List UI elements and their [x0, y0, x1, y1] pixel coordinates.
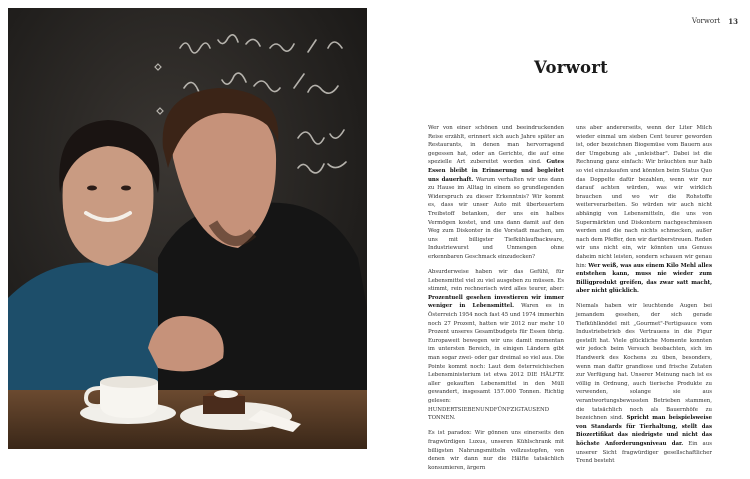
body-paragraph [428, 429, 564, 472]
body-text: Warum verhalten wir uns dann zu Hause im Alltag in einem so grundlegenden Widerspruch zu dieser Erkenntnis? Wir kommt es, dass wir unser Auto mit überteuertem Treibstoff betanken, der uns ein halbes Vermögen kostet, und uns dann damit auf den Weg zum Diskonter in die Vorstadt machen, um uns mit billigster Tiefkühlaufbackware, Industriewurst und Unmengen ohne erkennbaren Geschmack einzudecken? [428, 176, 564, 260]
emphasis-text: Prozentuell gesehen investieren wir immer weniger in Lebensmittel. [428, 294, 564, 310]
page-title: Vorwort [534, 58, 608, 77]
body-paragraph [428, 124, 564, 262]
photo-illustration [8, 8, 367, 449]
text-column-left [428, 124, 564, 479]
page-number: 13 [728, 17, 738, 26]
header-section: Vorwort [691, 17, 721, 25]
body-paragraph [428, 268, 564, 423]
body-text: uns aber andererseits, wenn der Liter Milch wieder einmal um sieben Cent teurer geworden ist, oder bezeichnen Biogemüse vom Bauern aus der Umgebung als „unleistbar". Dabei ist die Rechnung ganz einfach: Wir bräuchten nur halb so viel einzukaufen und könnten beim Status Quo das Doppelte dafür bezahlen, wenn wir nur darauf achten würden, was wir wirklich brauchen und wo wir die Rohstoffe weiterverarbeiten. So würden wir auch nicht abhängig von Lebensmitteln, die uns von Supermärkten und Diskontern nachgeschmissen werden und die nach nichts schmecken, außer nach dem Pfeffer, den wir darüberstreuen. Reden wir uns nicht ein, wir könnten uns Genuss daheim nicht leisten, sondern schauen wir genau hin: [576, 125, 712, 269]
body-text: Niemals haben wir leuchtende Augen bei jemandem gesehen, der sich gerade Tiefkühlknödel mit „Gourmet"-Fertigsauce vom Industriebetrieb des Vertrauens in die Figur gestellt hat. Viele glückliche Momente konnten wir jedoch beim Versuch beobachten, sich im Handwerk des Kochens zu üben, besonders, wenn man dafür grandiose und frische Zutaten zur Verfügung hat. Unserer Meinung nach ist es völlig in Ordnung, auch tierische Produkte zu verwenden, solange sie aus verantwortungsbewussten Betrieben stammen, die tatsächlich noch als Bauernhöfe zu bezeichnen sind. [576, 303, 712, 422]
body-paragraph [576, 302, 712, 465]
cafe-photo [8, 8, 367, 449]
body-text: Ein aus unserer Sicht fragwürdiger gesellschaftlicher Trend besteht [576, 440, 712, 465]
body-paragraph [576, 124, 712, 296]
text-column-right [576, 124, 712, 472]
emphasis-text: Spricht man beispielsweise von Standards für Tierhaltung, stellt das Biozertifikat das niedrigste und nicht das höchste Anforderungsniveau dar. [576, 415, 712, 447]
body-text: Absurderweise haben wir das Gefühl, für Lebensmittel viel zu viel ausgeben zu müssen. Es stimmt, rein rechnerisch wird alles teurer, aber: [428, 269, 564, 293]
emphasis-text: Gutes Essen bleibt in Erinnerung und begleitet uns dauerhaft. [428, 159, 564, 183]
body-text: Waren es in Österreich 1954 noch fast 45 und 1974 immerhin noch 27 Prozent, hatten wir 2012 nur mehr 10 Prozent unseres Gesamtbudgets für Essen übrig. Europaweit bewegen wir uns damit momentan im untersten Bereich, in einigen Ländern gibt man sogar zwei- oder gar dreimal so viel aus. Die Pointe kommt noch: Laut dem österreichischen Lebensministerium ist etwa 2012 DIE HÄLFTE aller gekauften Lebensmittel in den Müll gewandert, insgesamt 157.000 Tonnen. Richtig gelesen: HUNDERTSIEBENUNDFÜNFZIGTAUSEND TONNEN. [428, 303, 564, 422]
body-text: Wer von einer schönen und beeindruckenden Reise erzählt, erinnert sich auch Jahre später an Restaurants, in denen man hervorragend gegessen hat, oder an Gerichte, die auf eine spezielle Art zubereitet worden sind. [428, 125, 564, 166]
running-header [692, 17, 738, 26]
body-text: Es ist paradox: Wir gönnen uns einerseits den fragwürdigen Luxus, unseren Kühlschrank mit billigsten Nahrungsmitteln vollzustopfen, von denen wir dann nur die Hälfte tatsächlich konsumieren, ärgern [428, 430, 564, 471]
emphasis-text: Wer weiß, was aus einem Kilo Mehl alles entstehen kann, muss nie wieder zum Billigprodukt greifen, das zwar satt macht, aber nicht glücklich. [576, 262, 712, 295]
